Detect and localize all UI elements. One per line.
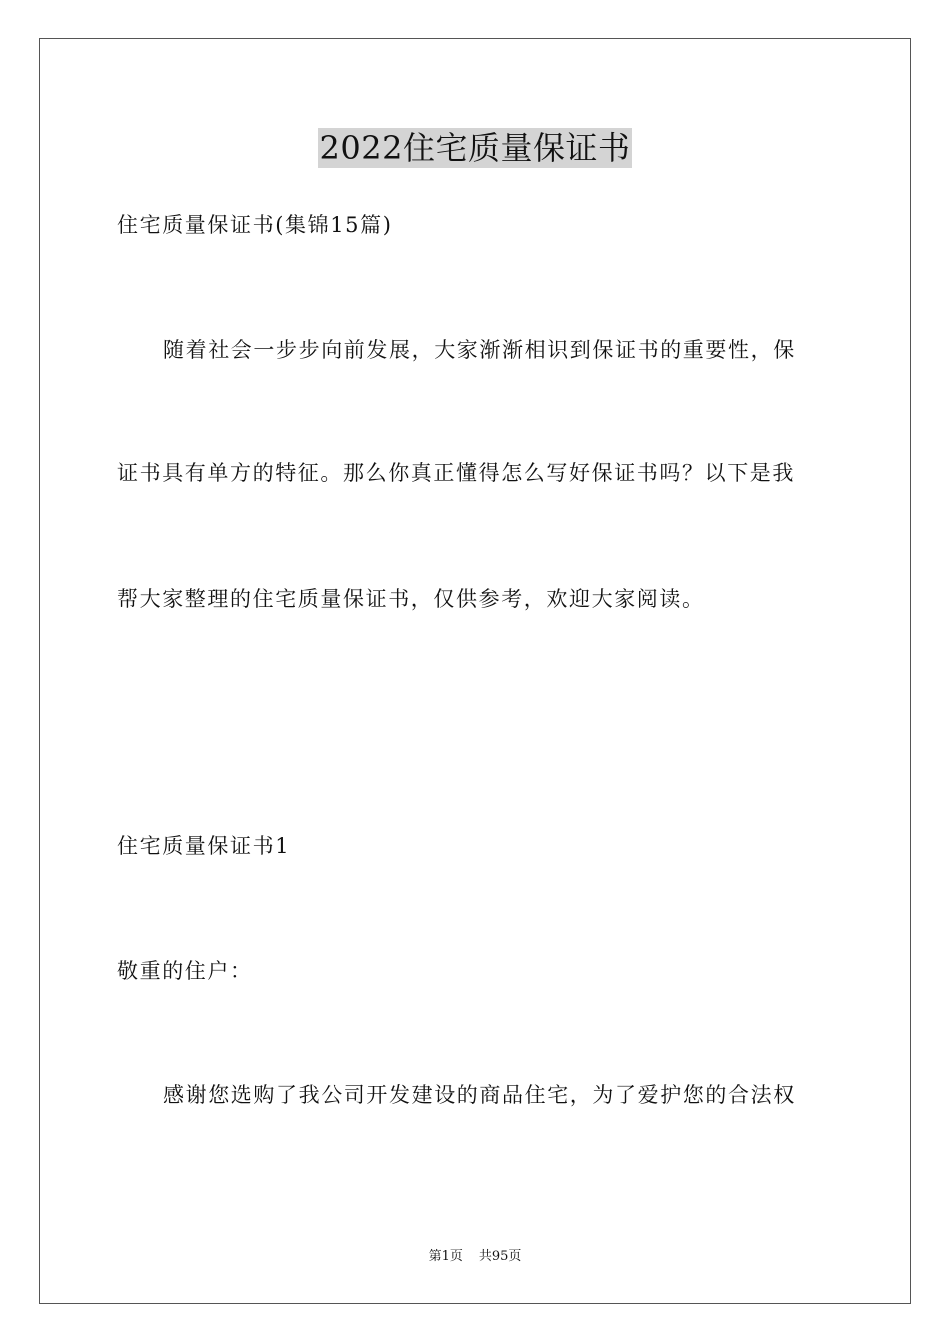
intro-paragraph-line-2: 证书具有单方的特征。那么你真正懂得怎么写好保证书吗？以下是我 [117,461,795,485]
document-title: 2022住宅质量保证书 [319,129,631,167]
page-total: 共95页 [478,1249,522,1264]
title-container [0,128,950,168]
intro-paragraph-line-1: 随着社会一步步向前发展，大家渐渐相识到保证书的重要性，保 [163,338,796,362]
page-footer [0,1248,950,1266]
document-subtitle: 住宅质量保证书(集锦15篇) [117,213,393,237]
section-heading: 住宅质量保证书1 [117,834,291,858]
intro-paragraph-line-3: 帮大家整理的住宅质量保证书，仅供参考，欢迎大家阅读。 [117,587,705,611]
body-paragraph-line-1: 感谢您选购了我公司开发建设的商品住宅，为了爱护您的合法权 [163,1083,796,1107]
salutation: 敬重的住户： [117,959,253,983]
page-number: 第1页 [428,1249,463,1264]
